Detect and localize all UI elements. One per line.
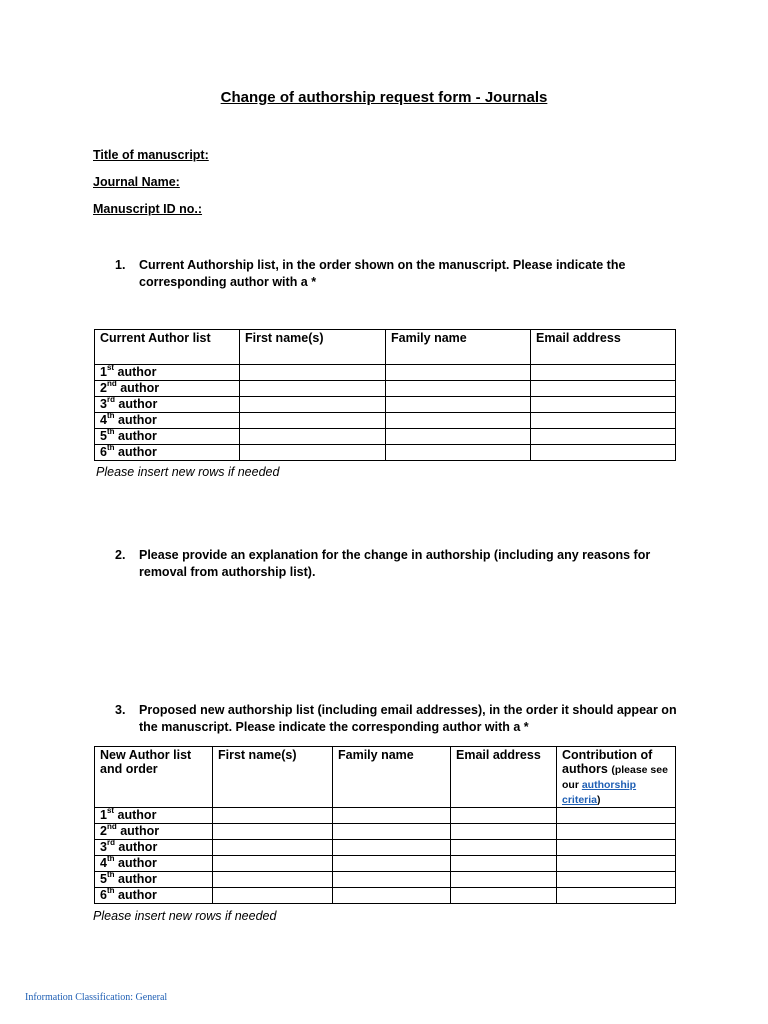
contribution-note-post: )	[597, 794, 601, 806]
empty-entry-cell[interactable]	[557, 856, 676, 872]
empty-entry-cell[interactable]	[557, 872, 676, 888]
author-label: author	[114, 365, 157, 379]
current-author-table	[94, 329, 676, 461]
section-3-number: 3.	[115, 703, 126, 717]
empty-entry-cell[interactable]	[557, 888, 676, 904]
empty-entry-cell[interactable]	[333, 824, 451, 840]
empty-entry-cell[interactable]	[240, 429, 386, 445]
empty-entry-cell[interactable]	[213, 808, 333, 824]
author-order-cell	[95, 808, 213, 824]
empty-entry-cell[interactable]	[531, 413, 676, 429]
author-order-cell	[95, 413, 240, 429]
table-row	[95, 429, 676, 445]
insert-rows-note-2: Please insert new rows if needed	[93, 909, 277, 923]
empty-entry-cell[interactable]	[386, 397, 531, 413]
author-ordinal-suffix: th	[106, 871, 115, 879]
section-2-text: Please provide an explanation for the change in authorship (including any reasons for removal from authorship list).	[139, 548, 651, 579]
author-order-cell	[95, 856, 213, 872]
empty-entry-cell[interactable]	[557, 808, 676, 824]
section-2-number: 2.	[115, 548, 126, 562]
table-row	[95, 888, 676, 904]
empty-entry-cell[interactable]	[333, 872, 451, 888]
empty-entry-cell[interactable]	[531, 381, 676, 397]
table-row	[95, 381, 676, 397]
empty-entry-cell[interactable]	[386, 429, 531, 445]
empty-entry-cell[interactable]	[451, 856, 557, 872]
author-label: author	[114, 856, 157, 870]
empty-entry-cell[interactable]	[386, 445, 531, 461]
form-title: Change of authorship request form - Journals	[220, 89, 548, 106]
empty-entry-cell[interactable]	[386, 413, 531, 429]
manuscript-title-label: Title of manuscript:	[93, 148, 209, 162]
author-ordinal: 4	[100, 856, 107, 870]
empty-entry-cell[interactable]	[333, 856, 451, 872]
contribution-note-pre: (please see our	[562, 764, 668, 791]
journal-name-label: Journal Name:	[93, 175, 180, 189]
author-ordinal-suffix: nd	[106, 380, 117, 388]
author-ordinal-suffix: nd	[106, 823, 117, 831]
empty-entry-cell[interactable]	[531, 429, 676, 445]
author-ordinal-suffix: rd	[106, 839, 115, 847]
empty-entry-cell[interactable]	[386, 365, 531, 381]
author-ordinal: 6	[100, 445, 107, 459]
author-label: author	[116, 381, 160, 395]
author-order-cell	[95, 429, 240, 445]
empty-entry-cell[interactable]	[451, 840, 557, 856]
author-ordinal: 1	[100, 365, 107, 379]
author-ordinal: 5	[100, 429, 107, 443]
author-label: author	[114, 429, 157, 443]
contribution-header-text: Contribution of authors	[562, 748, 653, 776]
header-first-names: First name(s)	[240, 330, 386, 365]
author-ordinal: 5	[100, 872, 107, 886]
header-email-address: Email address	[451, 747, 557, 808]
author-ordinal: 2	[100, 824, 107, 838]
empty-entry-cell[interactable]	[451, 808, 557, 824]
author-label: author	[114, 888, 157, 902]
header-email-address: Email address	[531, 330, 676, 365]
empty-entry-cell[interactable]	[213, 840, 333, 856]
table-row	[95, 397, 676, 413]
empty-entry-cell[interactable]	[333, 840, 451, 856]
author-ordinal: 4	[100, 413, 107, 427]
author-label: author	[116, 824, 160, 838]
empty-entry-cell[interactable]	[240, 365, 386, 381]
header-new-author-list: New Author list and order	[95, 747, 213, 808]
author-ordinal-suffix: st	[106, 807, 115, 815]
author-label: author	[114, 808, 157, 822]
empty-entry-cell[interactable]	[531, 445, 676, 461]
author-order-cell	[95, 365, 240, 381]
author-ordinal: 1	[100, 808, 107, 822]
author-label: author	[114, 397, 158, 411]
author-order-cell	[95, 872, 213, 888]
author-ordinal: 2	[100, 381, 107, 395]
author-ordinal-suffix: rd	[106, 396, 115, 404]
empty-entry-cell[interactable]	[451, 824, 557, 840]
table-row	[95, 824, 676, 840]
table-row	[95, 445, 676, 461]
author-label: author	[114, 840, 158, 854]
author-ordinal-suffix: th	[106, 855, 115, 863]
table-row	[95, 872, 676, 888]
author-order-cell	[95, 824, 213, 840]
table-row	[95, 840, 676, 856]
empty-entry-cell[interactable]	[213, 872, 333, 888]
table-row	[95, 413, 676, 429]
insert-rows-note-1: Please insert new rows if needed	[96, 465, 280, 479]
empty-entry-cell[interactable]	[557, 824, 676, 840]
section-3-text: Proposed new authorship list (including email addresses), in the order it should appear on the manuscript. Please indicate the corresponding author with a *	[139, 703, 677, 734]
table-row	[95, 856, 676, 872]
author-order-cell	[95, 397, 240, 413]
table-row	[95, 365, 676, 381]
authorship-criteria-link[interactable]: authorship criteria	[562, 779, 637, 806]
empty-entry-cell[interactable]	[386, 381, 531, 397]
empty-entry-cell[interactable]	[240, 445, 386, 461]
author-ordinal-suffix: th	[106, 444, 115, 452]
section-1-text: Current Authorship list, in the order shown on the manuscript. Please indicate the corresponding author with a *	[139, 258, 626, 289]
author-order-cell	[95, 840, 213, 856]
author-ordinal-suffix: th	[106, 887, 115, 895]
empty-entry-cell[interactable]	[557, 840, 676, 856]
author-ordinal-suffix: st	[106, 364, 115, 372]
author-order-cell	[95, 381, 240, 397]
author-order-cell	[95, 445, 240, 461]
empty-entry-cell[interactable]	[451, 888, 557, 904]
empty-entry-cell[interactable]	[213, 888, 333, 904]
author-label: author	[114, 872, 157, 886]
empty-entry-cell[interactable]	[240, 397, 386, 413]
empty-entry-cell[interactable]	[213, 856, 333, 872]
author-label: author	[114, 413, 157, 427]
header-contribution-of-authors	[557, 747, 676, 808]
empty-entry-cell[interactable]	[333, 808, 451, 824]
empty-entry-cell[interactable]	[333, 888, 451, 904]
author-ordinal-suffix: th	[106, 412, 115, 420]
empty-entry-cell[interactable]	[240, 381, 386, 397]
header-current-author-list: Current Author list	[95, 330, 240, 365]
empty-entry-cell[interactable]	[531, 397, 676, 413]
empty-entry-cell[interactable]	[451, 872, 557, 888]
empty-entry-cell[interactable]	[240, 413, 386, 429]
header-family-name: Family name	[333, 747, 451, 808]
author-ordinal-suffix: th	[106, 428, 115, 436]
author-order-cell	[95, 888, 213, 904]
author-ordinal: 3	[100, 397, 107, 411]
author-ordinal: 3	[100, 840, 107, 854]
manuscript-id-label: Manuscript ID no.:	[93, 202, 203, 216]
empty-entry-cell[interactable]	[531, 365, 676, 381]
empty-entry-cell[interactable]	[213, 824, 333, 840]
information-classification-footer: Information Classification: General	[25, 992, 168, 1003]
new-author-table	[94, 746, 676, 904]
header-first-names: First name(s)	[213, 747, 333, 808]
author-ordinal: 6	[100, 888, 107, 902]
table-row	[95, 808, 676, 824]
author-label: author	[114, 445, 157, 459]
section-1-number: 1.	[115, 258, 126, 272]
header-family-name: Family name	[386, 330, 531, 365]
